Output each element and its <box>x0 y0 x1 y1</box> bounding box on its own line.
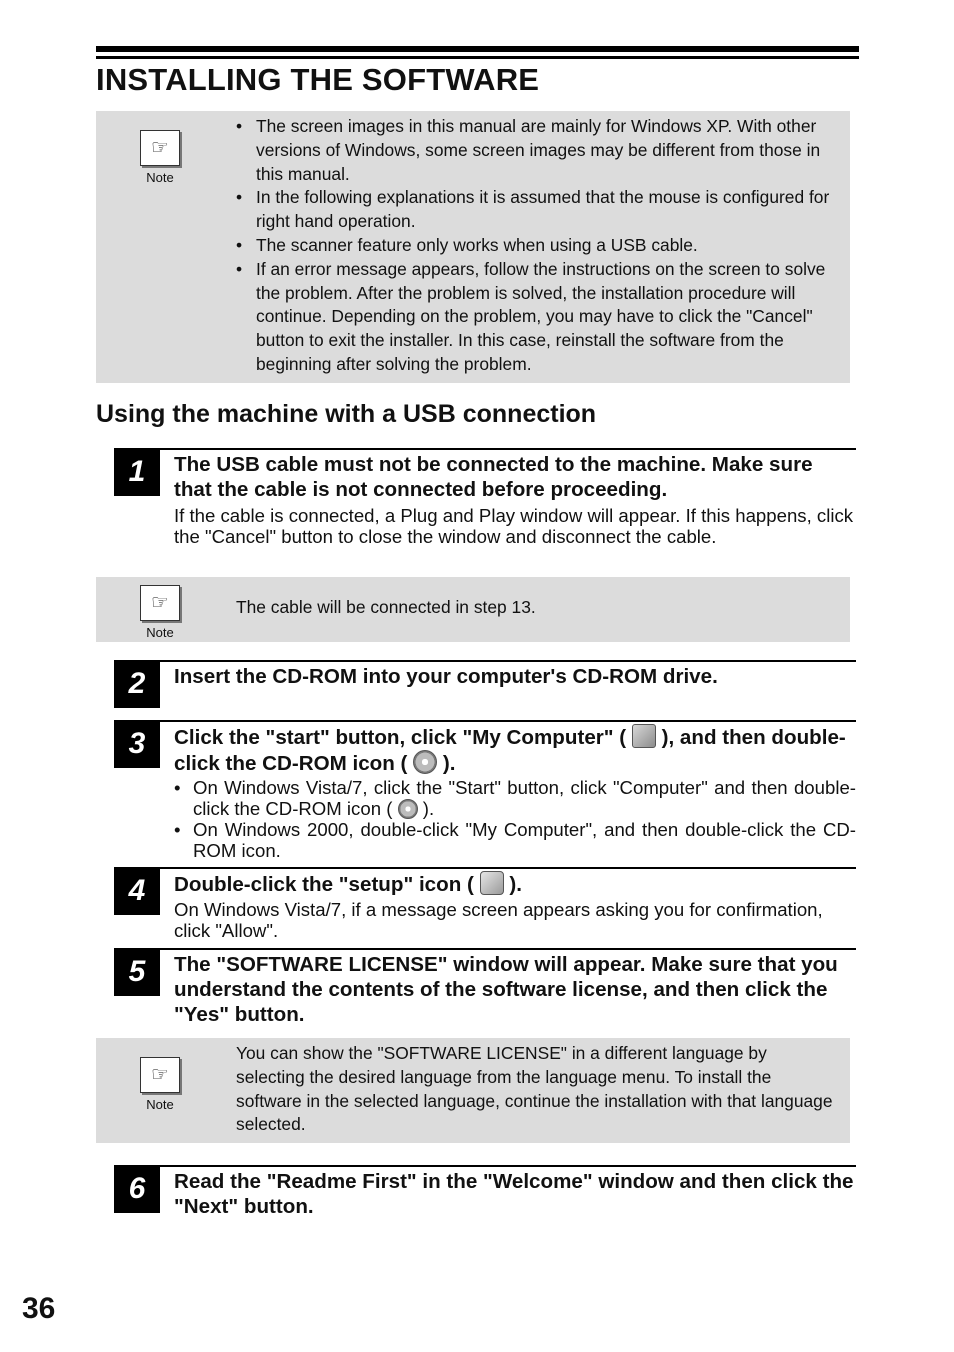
note-label: Note <box>146 1097 174 1112</box>
note-item: • In the following explanations it is assumed that the mouse is configured for right hand operation. <box>236 186 842 234</box>
note-item: • The screen images in this manual are mainly for Windows XP. With other versions of Windows, some screen images may be different from those in this manual. <box>236 115 842 186</box>
step-heading <box>174 724 856 776</box>
step-heading-part: ). <box>509 873 522 896</box>
step-heading: Read the "Readme First" in the "Welcome" window and then click the "Next" button. <box>174 1170 854 1218</box>
pointing-hand-icon: ☞ <box>140 130 180 166</box>
note-box-general <box>96 111 850 383</box>
page-number: 36 <box>22 1292 56 1325</box>
step-bullet-text: On Windows Vista/7, click the "Start" button, click "Computer" and then double-click the CD-ROM icon ( <box>193 777 856 819</box>
step-heading: The "SOFTWARE LICENSE" window will appear. Make sure that you understand the contents of the software license, and then click the "Yes" button. <box>174 953 838 1026</box>
note-box-cable <box>96 577 850 642</box>
note-item: • The scanner feature only works when using a USB cable. <box>236 234 842 258</box>
step-bullet <box>174 777 856 819</box>
step-number: 3 <box>114 720 160 768</box>
step-rule <box>150 1165 856 1167</box>
step-heading-part: Click the "start" button, click "My Computer" ( <box>174 726 627 749</box>
step-bullet: • On Windows 2000, double-click "My Computer", and then double-click the CD-ROM icon. <box>174 819 856 861</box>
header-rule-thin <box>96 56 859 59</box>
note-icon <box>140 585 180 640</box>
step-bullet-text: ). <box>422 798 435 819</box>
step-4 <box>114 867 856 945</box>
pointing-hand-icon: ☞ <box>140 585 180 621</box>
step-heading: The USB cable must not be connected to the machine. Make sure that the cable is not connected before proceeding. <box>174 453 813 501</box>
step-rule <box>150 867 856 869</box>
step-heading-part: Double-click the "setup" icon ( <box>174 873 474 896</box>
step-3 <box>114 720 856 862</box>
step-6 <box>114 1165 856 1225</box>
step-5 <box>114 948 856 1033</box>
note-icon <box>140 130 180 185</box>
step-body: On Windows Vista/7, if a message screen appears asking you for confirmation, click "Allow". <box>174 899 823 941</box>
cd-rom-icon <box>413 750 437 774</box>
section-heading: Using the machine with a USB connection <box>96 400 597 428</box>
step-heading-part: ). <box>442 752 456 775</box>
step-rule <box>150 948 856 950</box>
step-1 <box>114 448 856 572</box>
note-list <box>236 115 842 377</box>
step-heading <box>174 871 856 897</box>
pointing-hand-icon: ☞ <box>140 1057 180 1093</box>
step-number: 2 <box>114 660 160 708</box>
note-box-license <box>96 1038 850 1143</box>
note-item: • If an error message appears, follow the instructions on the screen to solve the problem. After the problem is solved, the installation procedure will continue. Depending on the problem, you may have to click the "Cancel" button to exit the installer. In this case, reinstall the software from the beginning after solving the problem. <box>236 258 842 377</box>
step-body: If the cable is connected, a Plug and Play window will appear. If this happens, click the "Cancel" button to close the window and disconnect the cable. <box>174 505 854 547</box>
step-rule <box>150 720 856 722</box>
my-computer-icon <box>632 724 656 748</box>
step-2 <box>114 660 856 710</box>
note-icon <box>140 1057 180 1112</box>
step-number: 4 <box>114 867 160 915</box>
step-heading-part: ), and then double-click the CD-ROM icon ( <box>174 726 846 775</box>
header-rule-thick <box>96 46 859 52</box>
step-rule <box>150 448 856 450</box>
step-number: 6 <box>114 1165 160 1213</box>
note-text: You can show the "SOFTWARE LICENSE" in a different language by selecting the desired language from the language menu. To install the software in the selected language, continue the installation with that language selected. <box>236 1043 833 1135</box>
step-heading: Insert the CD-ROM into your computer's CD-ROM drive. <box>174 665 718 688</box>
note-label: Note <box>146 625 174 640</box>
step-number: 5 <box>114 948 160 996</box>
step-number: 1 <box>114 448 160 496</box>
page-title: INSTALLING THE SOFTWARE <box>96 62 540 97</box>
setup-icon <box>480 871 504 895</box>
step-rule <box>150 660 856 662</box>
note-text: The cable will be connected in step 13. <box>236 597 536 617</box>
cd-rom-icon <box>398 799 418 819</box>
note-label: Note <box>146 170 174 185</box>
step-bullets <box>174 777 856 861</box>
